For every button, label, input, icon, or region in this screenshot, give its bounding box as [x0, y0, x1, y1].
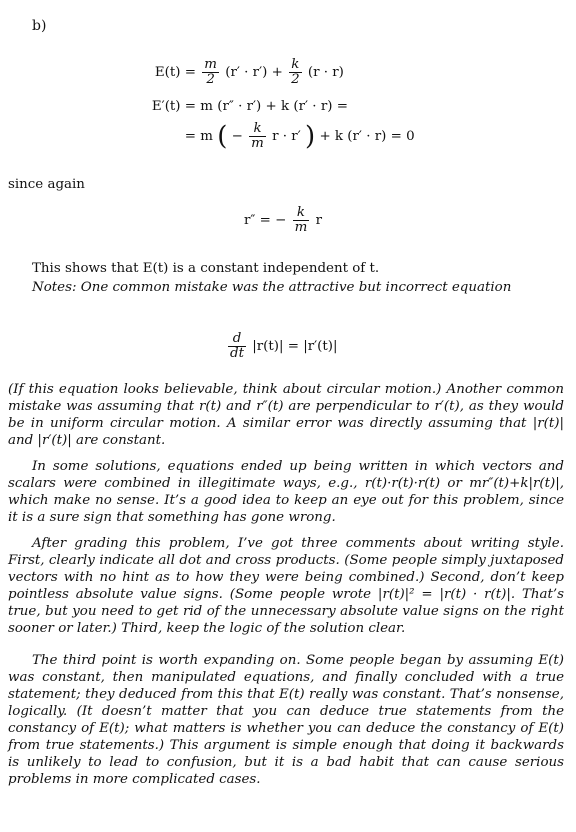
eq3-frac-num: k	[253, 121, 262, 136]
eq1-frac1-den: 2	[202, 72, 219, 87]
paragraph-circular-motion: (If this equation looks believable, think about circular motion.) Another common mistake was assuming that r(t) and r″(t) are perpendicular to r′(t), as they would be in uniform circular motion. A similar error was directly assuming that |r(t)| and |r′(t)| are constant.	[8, 382, 564, 448]
eq1-mid: (r′ · r′) +	[225, 65, 283, 80]
equation-incorrect	[226, 332, 338, 361]
equation-energy-derivative	[150, 98, 348, 115]
eq5-frac-d-dt	[228, 332, 246, 361]
notes-line: Notes: One common mistake was the attractive but incorrect equation	[32, 280, 512, 295]
eq1-frac2-den: 2	[291, 72, 300, 87]
eq1-frac1-num: m	[204, 57, 217, 72]
paragraph-logic: The third point is worth expanding on. Some people began by assuming E(t) was constant, then manipulated equations, and finally concluded with a true statement; they deduced from this that E(t) really was constant. That’s nonsense, logically. (It doesn’t matter that you can deduce true statements from the constancy of E(t); what matters is whether you can deduce the constancy of E(t) from true statements.) This argument is simple enough that doing it backwards is unlikely to lead to confusion, but it is a bad habit that can cause serious problems in more complicated cases.	[8, 653, 564, 787]
equation-acceleration	[244, 206, 322, 235]
eq5-frac-num: d	[232, 331, 242, 346]
eq3-close-paren: )	[305, 121, 316, 152]
eq4-tail: r	[315, 213, 322, 228]
eq3-neg: −	[231, 129, 243, 144]
eq1-frac-m-2	[202, 58, 219, 87]
eq3-frac-den: m	[251, 136, 264, 151]
eq4-frac-num: k	[296, 205, 306, 220]
eq1-frac-k-2	[289, 58, 302, 87]
eq3-open-paren: (	[217, 121, 228, 152]
paragraph-illegitimate: In some solutions, equations ended up being written in which vectors and scalars were combined in illegitimate ways, e.g., r(t)·r(t)·r(t) or mr″(t)+k|r(t)|, which make no sense. It’s a good idea to keep an eye out for this problem, since it is a sure sign that something has gone wrong.	[8, 459, 564, 525]
eq3-inner: r · r′	[272, 129, 301, 144]
equation-energy-derivative-zero	[150, 122, 415, 151]
equation-energy	[150, 58, 344, 87]
eq2-body: m (r″ · r′) + k (r′ · r) =	[200, 99, 348, 114]
eq3-lhs: =	[184, 129, 196, 144]
constant-conclusion: This shows that E(t) is a constant independent of t.	[32, 261, 380, 276]
eq3-pre: m	[200, 129, 213, 144]
eq4-frac-den: m	[294, 220, 308, 235]
eq4-frac-k-m	[293, 206, 310, 235]
eq1-frac2-num: k	[291, 57, 300, 72]
eq5-body: |r(t)| = |r′(t)|	[252, 339, 338, 354]
eq3-frac-k-m	[249, 122, 266, 151]
eq2-lhs: E′(t) =	[151, 99, 196, 114]
eq4-lhs: r″ = −	[244, 213, 287, 228]
eq1-tail: (r · r)	[307, 65, 344, 80]
paragraph-writing-style: After grading this problem, I’ve got three comments about writing style. First, clearly indicate all dot and cross products. (Some people simply juxtaposed vectors with no hint as to how they were being combined.) Second, don’t keep pointless absolute value signs. (Some people wrote |r(t)|² = |r(t) · r(t)|. That’s true, but you need to get rid of the unnecessary absolute value signs on the right sooner or later.) Third, keep the logic of the solution clear.	[8, 536, 564, 636]
eq1-lhs: E(t) =	[154, 65, 196, 80]
since-again-text: since again	[8, 177, 85, 192]
part-label: b)	[32, 18, 47, 34]
eq5-frac-den: dt	[230, 346, 244, 361]
eq3-tail: + k (r′ · r) = 0	[319, 129, 415, 144]
